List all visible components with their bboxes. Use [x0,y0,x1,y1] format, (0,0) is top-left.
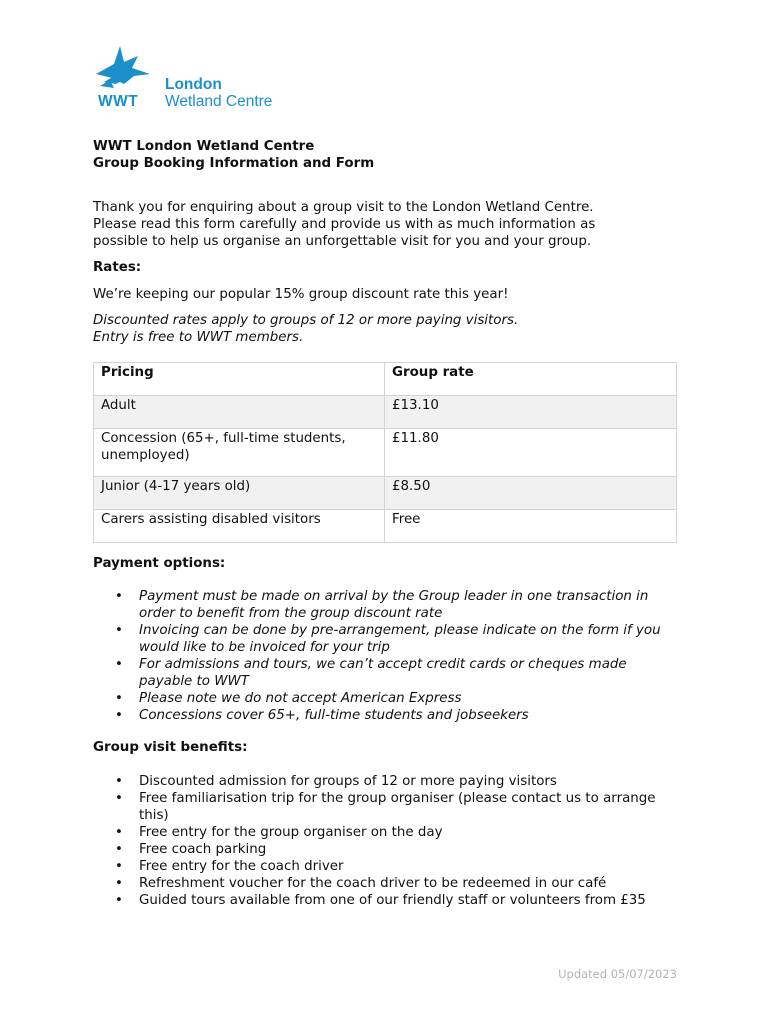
list-item: • Guided tours available from one of our friendly staff or volunteers from £35 [93,892,683,909]
row-rate: £11.80 [385,429,677,477]
payment-heading: Payment options: [93,556,226,571]
row-label: Junior (4-17 years old) [94,477,385,510]
document-subtitle: Group Booking Information and Form [93,156,375,171]
list-item: • Concessions cover 65+, full-time students and jobseekers [93,707,683,724]
rates-heading: Rates: [93,260,142,275]
rates-discount-text: We’re keeping our popular 15% group discount rate this year! [93,287,509,302]
list-item: • For admissions and tours, we can’t accept credit cards or cheques made payable to WWT [93,656,683,690]
wwt-logo [94,44,294,114]
list-item: • Free entry for the coach driver [93,858,683,875]
intro-line-3: possible to help us organise an unforgettable visit for you and your group. [93,234,592,249]
list-item: • Free familiarisation trip for the group organiser (please contact us to arrange this) [93,790,683,824]
table-row [94,429,677,477]
list-item: • Payment must be made on arrival by the Group leader in one transaction in order to benefit from the group discount rate [93,588,683,622]
benefits-list [93,773,683,909]
payment-options-list [93,588,683,724]
updated-date: Updated 05/07/2023 [558,967,677,981]
table-header-row [94,363,677,396]
list-item: • Free coach parking [93,841,683,858]
rates-note-2: Entry is free to WWT members. [93,330,304,345]
table-row [94,477,677,510]
intro-line-2: Please read this form carefully and provide us with as much information as [93,217,596,232]
row-rate: £8.50 [385,477,677,510]
row-label: Carers assisting disabled visitors [94,510,385,543]
swans-icon [94,44,154,94]
table-row [94,510,677,543]
list-item: • Discounted admission for groups of 12 or more paying visitors [93,773,683,790]
logo-wetland-centre-text: Wetland Centre [165,93,273,110]
list-item: • Invoicing can be done by pre-arrangement, please indicate on the form if you would like to be invoiced for your trip [93,622,683,656]
intro-line-1: Thank you for enquiring about a group visit to the London Wetland Centre. [93,200,594,215]
header-group-rate: Group rate [385,363,677,396]
logo-wwt-text: WWT [98,93,139,110]
row-label: Concession (65+, full-time students, unemployed) [94,429,385,477]
row-rate: Free [385,510,677,543]
header-pricing: Pricing [94,363,385,396]
logo-london-text: London [165,76,222,93]
document-title: WWT London Wetland Centre [93,139,315,154]
list-item: • Refreshment voucher for the coach driver to be redeemed in our café [93,875,683,892]
table-row [94,396,677,429]
row-label: Adult [94,396,385,429]
pricing-table [93,362,677,543]
rates-note-1: Discounted rates apply to groups of 12 or more paying visitors. [93,313,519,328]
row-rate: £13.10 [385,396,677,429]
benefits-heading: Group visit benefits: [93,740,248,755]
list-item: • Free entry for the group organiser on the day [93,824,683,841]
list-item: • Please note we do not accept American Express [93,690,683,707]
